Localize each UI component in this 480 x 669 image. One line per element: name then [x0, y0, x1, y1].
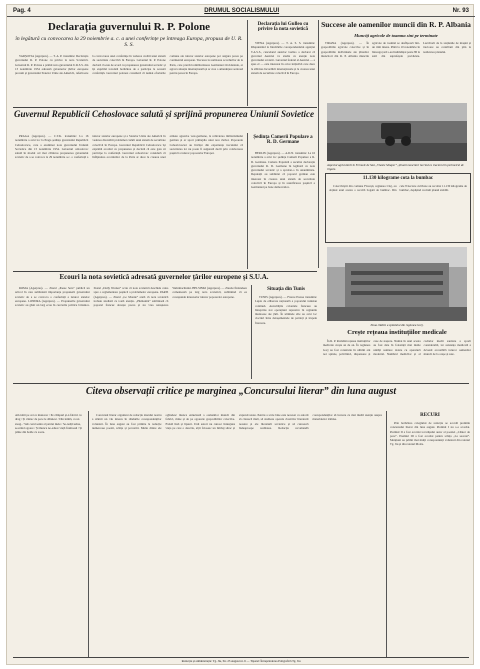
hospital-photo: [327, 247, 467, 321]
building-windows: [351, 291, 443, 295]
cotton-box-article: Colectiviștii din comuna Florești, regiunea Cluj, au obținut anul acesta o recoltă bogată de bumbac. Din cele 8 hectare cultivate au recoltat 11.130 kilograme de bumbac, depășind cu mult planul stabilit.: [329, 184, 467, 193]
tunis-article: TUNIS (Agerpres). — France Presse transmite: Lupta de eliberare națională a poporului tunisian continuă. Autoritățile coloniale franceze au întreprins noi operațiuni represive în regiunile muntoase ale țării. În ultimele zile au avut loc ciocniri între detașamentele de patrioți și trupele franceze.: [255, 295, 317, 325]
medical-article: În R. P. Română rețeaua instituțiilor medicale crește an de an. În regiunea Gorj au fost construite în ultimii ani noi spitale, policlinici, dispensare și case de naștere. Numai în anul acesta au fost date în folosință mai multe unități sanitare dotate cu aparatură modernă. Numărul medicilor și al cadrelor medii sanitare a sporit considerabil, iar asistența medicală a devenit accesibilă tuturor oamenilor muncii de la orașe și sate.: [323, 339, 471, 356]
recuri-article: Prin hotărârea colegiului de redacție se acordă premiile concursului literar din luna august. Premiul I nu s-a acordat. Premiul II a fost acordat tovarășului autor al poeziei „Cântec de pace”. Premiul III a fost acordat pentru schița „La secerat”. Mențiuni au primit mai mulți corespondenți voluntari din raionul Tg. Jiu și din raionul Motru.: [390, 421, 470, 447]
cehoslovacia-headline: Guvernul Republicii Cehoslovace salută și sprijină propunerea Uniunii Sovietice: [13, 109, 315, 119]
issue-number: Nr. 93: [452, 7, 469, 14]
cotton-box-headline: 11.130 kilograme cota la bumbac: [362, 176, 434, 181]
austria-headline: Declarația lui Gulleo cu privire la nota sovietică: [257, 22, 309, 33]
section-rule: [13, 107, 317, 108]
tunis-headline: Situația din Tunis: [267, 287, 305, 292]
column-rule: [88, 411, 89, 657]
albania-subheadline: Munciți agricole de toamna sint pe terminate: [354, 33, 438, 38]
hospital-photo-caption: Noua clădire a spitalului din regiunea Gorj.: [370, 323, 424, 327]
page-number: Pag. 4: [13, 7, 31, 14]
footer-rule: [13, 657, 469, 658]
column-rule: [318, 20, 319, 268]
austria-article: VIENA (Agerpres). — T. A. S. S. transmite: Răspunzând la întrebările corespondentului agenției T.A.S.S., cancelarul austriac Gulleo a declarat că guvernul Austriei va studia cu atenție nota guvernului sovietic. Guvernul federal al Austriei — a spus el — este interesat în orice inițiativă care duce la slăbirea încordării internaționale și la crearea unui sistem de securitate colectivă în Europa.: [251, 41, 315, 76]
column-rule: [247, 20, 248, 106]
masthead: [7, 5, 475, 17]
poem-column: Am iubit pe cei ce muncesc / Pe câmpuri și-n fabrici cu drag / Și cântec de pace le dăruiesc / Din inimă, ca un steag. / Sub cerul senin al patriei mele / Se-nalță uzine, se-ntind ogoare / Și munca ne-aduce viață frumoasă / Și pâine din holde cu soare.: [15, 413, 83, 435]
albania-photo-caption: Aspectul agricultorii în Fermele de Stat „Vlashe Shtaper”, țăranii muncitori lucrind cu tractorul în perimetrul de irigare.: [327, 163, 464, 171]
column-rule: [386, 411, 387, 657]
hospital-building: [345, 263, 449, 307]
newspaper-page: [6, 4, 474, 665]
tractor-wheel: [401, 136, 411, 146]
polonia-subheadline: în legătură cu convocarea la 29 noiembrie a. c. a unei conferințe pe întreaga Europa, propusa de U. R. S. S.: [15, 36, 243, 49]
tractor-wheel: [385, 136, 395, 146]
albania-photo: [327, 103, 467, 161]
critica-headline: Citeva observații critice pe marginea „Concursului literar” din luna august: [85, 386, 397, 397]
paper-name: DRUMUL SOCIALISMULUI: [204, 7, 280, 14]
albania-article: TIRANA (Agerpres). — În gospodăriile agricole colective și în gospodăriile individuale ale țăranilor muncitori din R. P. Albania muncile agricole de toamnă se desfășoară într-un ritm intens. Până la 10 noiembrie în întreaga țară s-au însămânțat peste 80 la sută din suprafețele prevăzute. Lucrătorii de la stațiunile de mașini și tractoare au contribuit din plin la realizarea planului.: [321, 41, 471, 58]
germania-article: BERLIN (Agerpres). — A.D.N. transmite: La 16 noiembrie a avut loc ședința Camerii Populare a R. D. Germane. Camera Populară a ascultat declarația guvernului R. D. Germane în legătură cu nota guvernului sovietic și a aprobat-o în unanimitate. Deputații au subliniat că poporul german este interesat în crearea unui sistem de securitate colectivă în Europa și în reunificarea pașnică a Germaniei pe baze democratice.: [251, 151, 315, 190]
building-windows: [351, 281, 443, 285]
section-rule: [13, 271, 317, 272]
polonia-article: VARȘOVIA (Agerpres). — T. A. P. transmite: Declarația guvernului R. P. Polone cu privire la nota Sovietică. Guvernul R. P. Polone a primit nota guvernului U.R.S.S. din 13 noiembrie 1954 adresată guvernelor țărilor europene precum și guvernului Statelor Unite ale Americii, referitoare la convocarea unei conferințe în vederea creării unui sistem de securitate colectivă în Europa. Guvernul R. P. Polone declară că este de acord cu propunerea guvernului sovietic și își exprimă totodată hotărârea de a participa la această conferință. Guvernul polonez consideră că numai eforturile comune ale tuturor statelor europene pot asigura pacea pe continentul european. Trecerea la realizarea acordurilor de la Paris, care prevăd remilitarizarea Germaniei Occidentale, ar agrava situația internațională și ar crea o amenințare serioasă pentru pacea în Europa.: [15, 54, 243, 76]
ecouri-article: ROMA (Agerpres). — Ziarul „Paese Sera” publică un articol în care subliniază importanța propunerii guvernului sovietic de a se convoca o conferință a tuturor statelor europene. LONDRA (Agerpres). — Propunerile guvernului sovietic au găsit un larg ecou în cercurile politice britanice. Ziarul „Daily Worker” scrie că nota sovietică deschide calea spre o reglementare pașnică a problemelor europene. PARIS (Agerpres). — Ziarul „Le Monde” arată că nota sovietică trebuie studiată cu toată atenția. „Humanité” subliniază că poporul francez dorește pacea și nu vrea renașterea Wehrmachtului. HELSINKI (Agerpres). — Ziarele finlandeze comentează pe larg nota sovietică, subliniind că ea corespunde intereselor tuturor popoarelor europene.: [15, 286, 247, 308]
building-windows: [351, 271, 443, 275]
recuri-headline: RECURI: [420, 413, 440, 418]
ecouri-headline: Ecouri la nota sovietică adresată guvernelor țărilor europene și S.U.A.: [59, 273, 269, 281]
column-rule: [247, 133, 248, 269]
footer-imprint: Redacția și administrația: Tg. Jiu, Str. 23 August nr. 6 — Tiparul: Întreprinderea Poligrafică Tg. Jiu: [181, 659, 301, 663]
albania-headline: Succese ale oamenilor muncii din R. P. Albania: [321, 20, 471, 29]
critica-article: Concursul literar organizat de redacția ziarului nostru a stârnit un viu interes în rândurile corespondenților voluntari. În luna august au fost primite la redacție numeroase poezii, schițe și povestiri. Multe dintre ele oglindesc munca entuziastă a oamenilor muncii din fabrici, mine și de pe ogoarele gospodăriilor colective. Există însă și lipsuri. Unii autori nu cunosc îndeajuns viața pe care o descriu, alții folosesc un limbaj sărac și expresii uzate. Pentru a scrie bine este necesar ca autorii să citească mult, să studieze operele clasicilor literaturii noastre și ale literaturii sovietice și să cunoască îndeaproape realitatea. Redacția recomandă corespondenților să lucreze cu mai multă atenție asupra materialelor trimise.: [92, 413, 382, 430]
section-rule: [13, 383, 469, 384]
cotton-box: [325, 173, 471, 243]
cehoslovacia-article: PRAGA (Agerpres). — C.T.K. transmite: La 16 noiembrie a avut loc la Praga ședința guvernului Republicii Cehoslovace, care a examinat nota guvernului Uniunii Sovietice din 13 noiembrie 1954. Guvernul cehoslovac salută în modul cel mai călduros propunerea guvernului sovietic de a se convoca la 29 noiembrie a.c. o conferință a tuturor statelor europene și a Statelor Unite ale Americii în vederea discutării problemei creării unui sistem de securitate colectivă în Europa. Guvernul Republicii Cehoslovace își exprimă acordul cu propunerea și declară că este gata să participe la conferință. Guvernul cehoslovac consideră că înfăptuirea acordurilor de la Paris ar duce la crearea unei armate agresive vest-germane, la reînvierea militarismului german și ar spori primejdia unui nou război. Popoarele Cehoslovaciei au învățat din experiența trecutului că securitatea lor nu poate fi asigurată decât prin colaborarea pașnică a tuturor popoarelor Europei.: [15, 134, 243, 160]
column-rule: [251, 285, 252, 379]
medical-headline: Crește rețeaua instituțiilor medicale: [347, 329, 447, 336]
polonia-headline: Declarația guvernului R. P. Polone: [47, 21, 211, 33]
germania-headline: Ședința Camerii Populare a R. D. Germane: [253, 135, 313, 146]
